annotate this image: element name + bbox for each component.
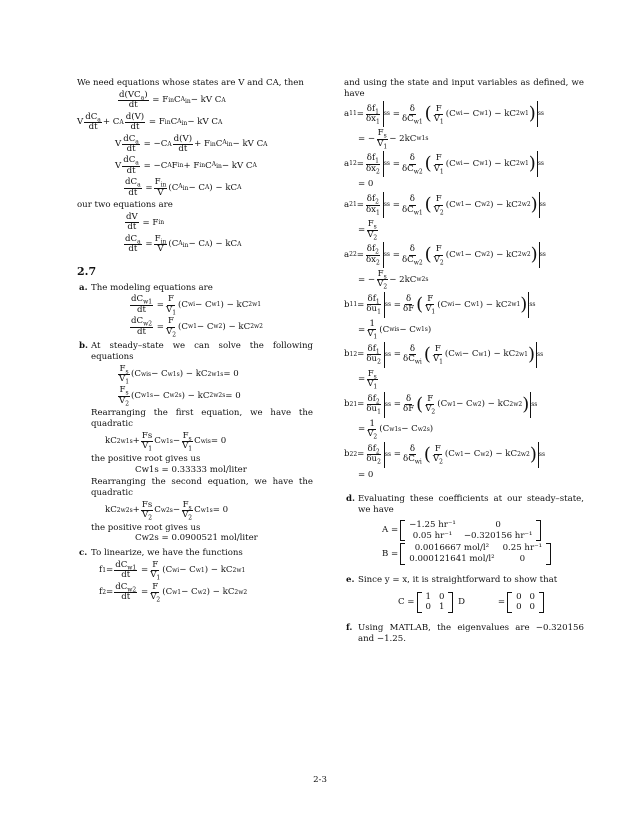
item-a-label: a. bbox=[79, 282, 88, 293]
section-heading: 2.7 bbox=[77, 264, 97, 278]
item-d-label: d. bbox=[346, 494, 356, 505]
left-column bbox=[77, 76, 313, 607]
item-f-text: Using MATLAB, the eigenvalues are −0.320156 and −1.25. bbox=[358, 622, 584, 644]
item-c-text: To linearize, we have the functions bbox=[91, 548, 243, 559]
root-1-value: Cw1s = 0.33333 mol/liter bbox=[135, 464, 247, 475]
b21-value: 0.000121641 mol/l² bbox=[409, 554, 495, 565]
state-equations: $\frac{dV}{dt}$ = F in $\frac{dC_a}{dt}$ = $\frac{F_{in}}{V}$ (C $A_{in}$ − C A ) − kC A bbox=[125, 212, 242, 255]
rearrange-1-text: Rearranging the first equation, we have the quadratic bbox=[91, 408, 313, 430]
a21-value: 0.05 hr⁻¹ bbox=[412, 530, 453, 541]
a12-value: 0 bbox=[495, 519, 501, 530]
derivation-equations: $\frac{d(VC_a)}{dt}$ = F in C $A_{in}$ − kV C A V $\frac{dC_a}{dt}$ + C A $\frac{d(V)}{dt}$ = F in C $A_{in}$ − kV C A V $\frac{dC_a}{dt}$ = −C A $\frac{d(V)}{dt}$ + F in C $A_{in}$ − kV C A V $\frac{dC_a}{dt}$ = −C A F in + F in C $A_{in}$ − kV C A $\frac{dC_a}{dt}$ = $\frac{F_{in}}{V}$ (C $A_{in}$ − C A ) − kC A bbox=[77, 89, 268, 198]
intro-text: We need equations whose states are V and CA, then bbox=[77, 78, 304, 88]
item-b-label: b. bbox=[79, 341, 89, 352]
item-e bbox=[344, 575, 584, 613]
root-2-text: the positive root gives us bbox=[91, 522, 201, 533]
item-e-text: Since y = x, it is straightforward to show that bbox=[358, 574, 558, 585]
item-b-text: At steady–state we can solve the following equations bbox=[91, 341, 313, 362]
item-a: a. The modeling equations are $\frac{dC_{w1}}{dt}$ = $\frac{F}{V_1}$ (C wi − C w1 ) − kC 2 w1 $\frac{dC_{w2}}{dt}$ = $\frac{F}{V_2}$ (C w1 − C w2 ) − kC 2 w2 bbox=[77, 283, 313, 338]
b12-value: 0.25 hr⁻¹ bbox=[502, 543, 543, 554]
matrix-a: A = −1.25 hr⁻¹ 0 0.05 hr⁻¹ −0.320156 hr⁻¹ bbox=[358, 520, 584, 541]
matrix-c-d: C = 1 0 0 1 D = 0 0 0 0 bbox=[358, 592, 584, 613]
item-f-label: f. bbox=[346, 622, 353, 633]
b22-value: 0 bbox=[519, 554, 526, 565]
a11-value: −1.25 hr⁻¹ bbox=[409, 519, 456, 530]
right-column bbox=[344, 76, 584, 648]
b11-value: 0.0016667 mol/l² bbox=[414, 543, 490, 554]
item-b: b. At steady–state we can solve the following equations $\frac{F_s}{V_1}$ (C wis − C w1s ) − kC 2 w1s = 0 $\frac{F_s}{V_2}$ (C w1s − C w2s ) − kC 2 w2s = 0 Rearranging the first equation, we have the quadratic kC 2 w1s + $\frac{Fs}{V_1}$ C w1s − $\frac{F_s}{V_1}$ C wis = 0 the positive root gives us Cw1s = 0.33333 mol/liter Rearranging the second equation, we have the quadratic kC 2 w2s + $\frac{Fs}{V_2}$ C w2s − $\frac{F_s}{V_2}$ C w1s = 0 the positive root gives us Cw2s = 0.0900521 mol/liter bbox=[79, 341, 313, 544]
item-f bbox=[344, 623, 584, 644]
item-a-text: The modeling equations are bbox=[91, 282, 213, 293]
right-intro-text: and using the state and input variables as defined, we have bbox=[344, 78, 584, 99]
linearization-coefficients: a 11 = $\frac{\delta f_1}{\delta x_1}$ ss = $\frac{\delta}{\delta C_{w1}}$ ( $\frac{F}{V_1}$ (C wi − C w1 ) − kC 2 w1 ) ss = − $\frac{F_s}{V_1}$ − 2kC w1s a 12 = $\frac{\delta f_1}{\delta x_2}$ ss = $\frac{\delta}{\delta C_{w2}}$ ( $\frac{F}{V_1}$ (C wi − C w1 ) − kC 2 w1 ) ss = 0 a 21 = $\frac{\delta f_2}{\delta x_1}$ ss = $\frac{\delta}{\delta C_{w1}}$ ( $\frac{F}{V_2}$ (C w1 − C w2 ) − kC 2 w2 ) ss = $\frac{F_s}{V_2}$ a 22 = $\frac{\delta f_2}{\delta x_2}$ ss = $\frac{\delta}{\delta C_{w2}}$ ( $\frac{F}{V_2}$ (C w1 − C w2 ) − kC 2 w2 ) ss = − $\frac{F_s}{V_2}$ − 2kC w2s b 11 = $\frac{\delta f_1}{\delta u_1}$ ss = $\frac{\delta}{\delta F}$ ( $\frac{F}{V_1}$ (C wi − C w1 ) − kC 2 w1 ) ss = $\frac{1}{V_1}$ (C wis − C w1s ) b 12 = $\frac{\delta f_1}{\delta u_2}$ ss = $\frac{\delta}{\delta C_{wi}}$ ( $\frac{F}{V_1}$ (C wi − C w1 ) − kC 2 w1 ) ss = $\frac{F_s}{V_1}$ b 21 = $\frac{\delta f_2}{\delta u_1}$ ss = $\frac{\delta}{\delta F}$ ( $\frac{F}{V_2}$ (C w1 − C w2 ) − kC 2 w2 ) ss = $\frac{1}{V_2}$ (C w1s − C w2s ) b 22 = $\frac{\delta f_2}{\delta u_2}$ ss = $\frac{\delta}{\delta C_{wi}}$ ( $\frac{F}{V_2}$ (C w1 − C w2 ) − kC 2 w2 ) ss = 0 bbox=[344, 103, 546, 480]
a22-value: −0.320156 hr⁻¹ bbox=[463, 530, 533, 541]
matrix-b: B = 0.0016667 mol/l² 0.25 hr⁻¹ 0.000121641 mol/l² 0 bbox=[358, 543, 584, 564]
item-d bbox=[344, 494, 584, 564]
root-1-text: the positive root gives us bbox=[91, 453, 201, 464]
item-d-text: Evaluating these coefficients at our steady–state, we have bbox=[358, 494, 584, 516]
item-c-label: c. bbox=[79, 548, 88, 559]
root-2-value: Cw2s = 0.0900521 mol/liter bbox=[135, 533, 258, 544]
page-number: 2-3 bbox=[313, 775, 327, 785]
item-e-label: e. bbox=[346, 574, 355, 585]
two-equations-text: our two equations are bbox=[77, 200, 173, 211]
rearrange-2-text: Rearranging the second equation, we have the quadratic bbox=[91, 477, 313, 498]
item-c: c. To linearize, we have the functions f 1 = $\frac{dC_{w1}}{dt}$ = $\frac{F}{V_1}$ (C wi − C w1 ) − kC 2 w1 f 2 = $\frac{dC_{w2}}{dt}$ = $\frac{F}{V_2}$ (C w1 − C w2 ) − kC 2 w2 bbox=[77, 548, 313, 603]
